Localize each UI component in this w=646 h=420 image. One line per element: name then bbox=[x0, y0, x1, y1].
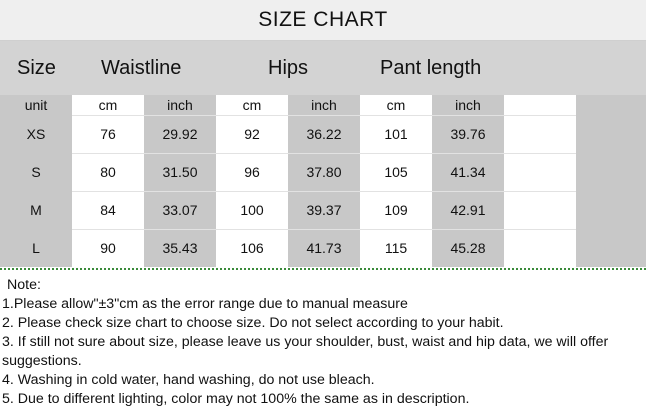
table-cell: 109 bbox=[384, 202, 408, 218]
table-cell: 90 bbox=[100, 240, 116, 256]
header-waistline: Waistline bbox=[101, 56, 182, 79]
unit-cell: inch bbox=[167, 97, 193, 113]
table-cell: 35.43 bbox=[162, 240, 198, 256]
edge-column bbox=[576, 95, 646, 267]
size-table bbox=[0, 95, 646, 267]
table-cell: 41.34 bbox=[450, 164, 486, 180]
header-hips: Hips bbox=[268, 56, 309, 79]
unit-cell: cm bbox=[98, 97, 118, 113]
header-size: Size bbox=[17, 56, 56, 79]
notes-heading: Note: bbox=[7, 277, 41, 293]
note-item: 1.Please allow"±3"cm as the error range due to manual measure bbox=[2, 296, 408, 312]
size-label: XS bbox=[26, 126, 46, 142]
note-item: 5. Due to different lighting, color may not 100% the same as in description. bbox=[2, 391, 470, 407]
table-cell: 29.92 bbox=[162, 126, 198, 142]
notes-section bbox=[2, 276, 642, 409]
size-label: L bbox=[32, 240, 40, 256]
table-cell: 80 bbox=[100, 164, 116, 180]
table-cell: 39.37 bbox=[306, 202, 342, 218]
header-row bbox=[0, 41, 646, 95]
unit-label: unit bbox=[24, 97, 48, 113]
table-cell: 115 bbox=[384, 240, 408, 256]
size-label: S bbox=[31, 164, 41, 180]
size-chart-title-bar bbox=[0, 0, 646, 41]
note-item: 3. If still not sure about size, please leave us your shoulder, bust, waist and hip data, we will offer suggestions. bbox=[2, 334, 609, 369]
note-item: 2. Please check size chart to choose size. Do not select according to your habit. bbox=[2, 315, 504, 331]
table-cell: 92 bbox=[244, 126, 260, 142]
blank-column bbox=[504, 95, 576, 267]
table-cell: 39.76 bbox=[450, 126, 486, 142]
unit-cell: cm bbox=[242, 97, 262, 113]
unit-cell: cm bbox=[386, 97, 406, 113]
table-cell: 42.91 bbox=[450, 202, 486, 218]
table-cell: 76 bbox=[100, 126, 116, 142]
table-cell: 36.22 bbox=[306, 126, 342, 142]
page-title: SIZE CHART bbox=[258, 8, 388, 31]
table-cell: 41.73 bbox=[306, 240, 342, 256]
unit-cell: inch bbox=[455, 97, 481, 113]
table-cell: 106 bbox=[240, 240, 264, 256]
table-cell: 96 bbox=[244, 164, 260, 180]
table-cell: 45.28 bbox=[450, 240, 486, 256]
table-cell: 84 bbox=[100, 202, 116, 218]
table-cell: 100 bbox=[240, 202, 264, 218]
note-item: 4. Washing in cold water, hand washing, do not use bleach. bbox=[2, 372, 375, 388]
unit-cell: inch bbox=[311, 97, 337, 113]
table-cell: 105 bbox=[384, 164, 408, 180]
section-divider bbox=[0, 268, 646, 270]
header-pant-length: Pant length bbox=[380, 56, 482, 79]
size-label: M bbox=[30, 202, 42, 218]
table-cell: 37.80 bbox=[306, 164, 342, 180]
table-cell: 101 bbox=[384, 126, 408, 142]
table-cell: 33.07 bbox=[162, 202, 198, 218]
table-cell: 31.50 bbox=[162, 164, 198, 180]
